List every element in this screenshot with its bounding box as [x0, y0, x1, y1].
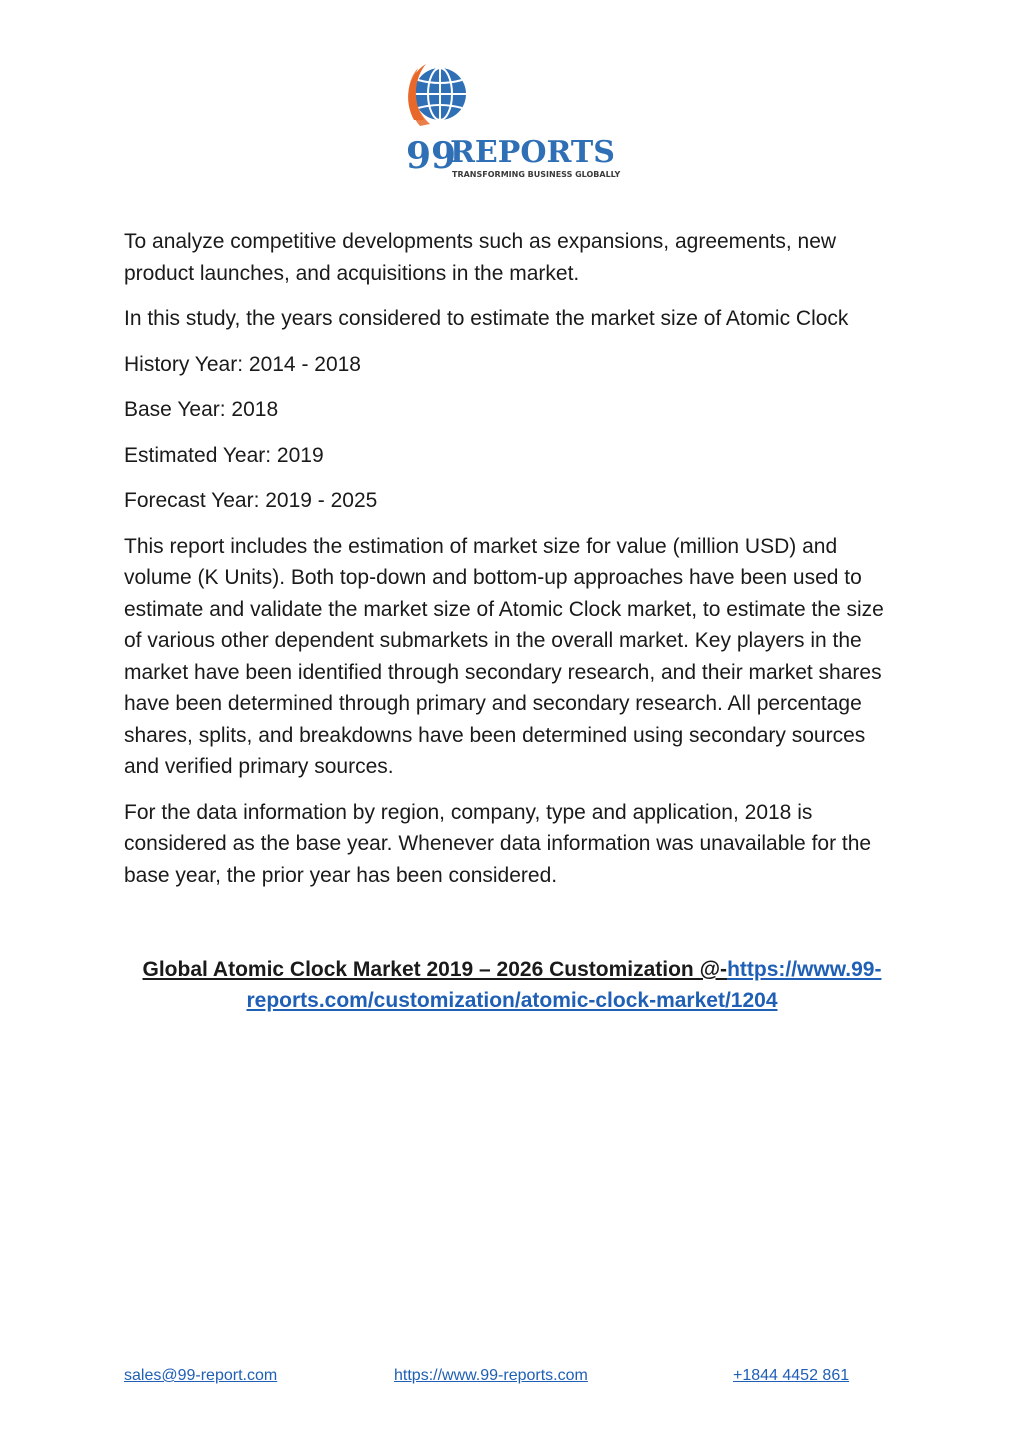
company-logo [400, 58, 625, 183]
history-year: History Year: 2014 - 2018 [124, 352, 361, 376]
paragraph-base-year-note: For the data information by region, company, type and application, 2018 is considered as the base year. Whenever data information was unavailable for the base year, the prior year has been considered. [124, 800, 872, 887]
paragraph-competitive: To analyze competitive developments such as expansions, agreements, new product launches, and acquisitions in the market. [124, 230, 837, 285]
logo-tagline: TRANSFORMING BUSINESS GLOBALLY [452, 170, 621, 179]
customization-lead: Global Atomic Clock Market 2019 – 2026 Customization @- [142, 958, 728, 981]
base-year: Base Year: 2018 [124, 398, 279, 421]
logo-wordmark: REPORTS [450, 135, 615, 170]
page-footer [0, 1364, 1024, 1388]
paragraph-methodology: This report includes the estimation of market size for value (million USD) and volume (K Units). Both top-down and bottom-up approaches have been used to estimate and validate the market size of Atomic Clock market, to estimate the size of various other dependent submarkets in the overall market. Key players in the market have been identified through secondary research, and their market shares have been determined through primary and secondary research. All percentage shares, splits, and breakdowns have been determined using secondary sources and verified primary sources. [124, 534, 884, 778]
footer-email-link[interactable]: sales@99-report.com [124, 1367, 278, 1384]
globe-icon [408, 64, 466, 126]
footer-phone-link[interactable]: +1844 4452 861 [733, 1367, 850, 1384]
estimated-year: Estimated Year: 2019 [124, 443, 324, 467]
customization-callout [110, 954, 914, 1016]
customization-link[interactable]: https://www.99-reports.com/customization/atomic-clock-market/1204 [246, 958, 882, 1012]
paragraph-study-years: In this study, the years considered to estimate the market size of Atomic Clock [124, 307, 849, 330]
footer-website-link[interactable]: https://www.99-reports.com [394, 1367, 588, 1384]
forecast-year: Forecast Year: 2019 - 2025 [124, 489, 378, 512]
document-body [124, 226, 900, 905]
logo-number: 99 [406, 135, 457, 177]
